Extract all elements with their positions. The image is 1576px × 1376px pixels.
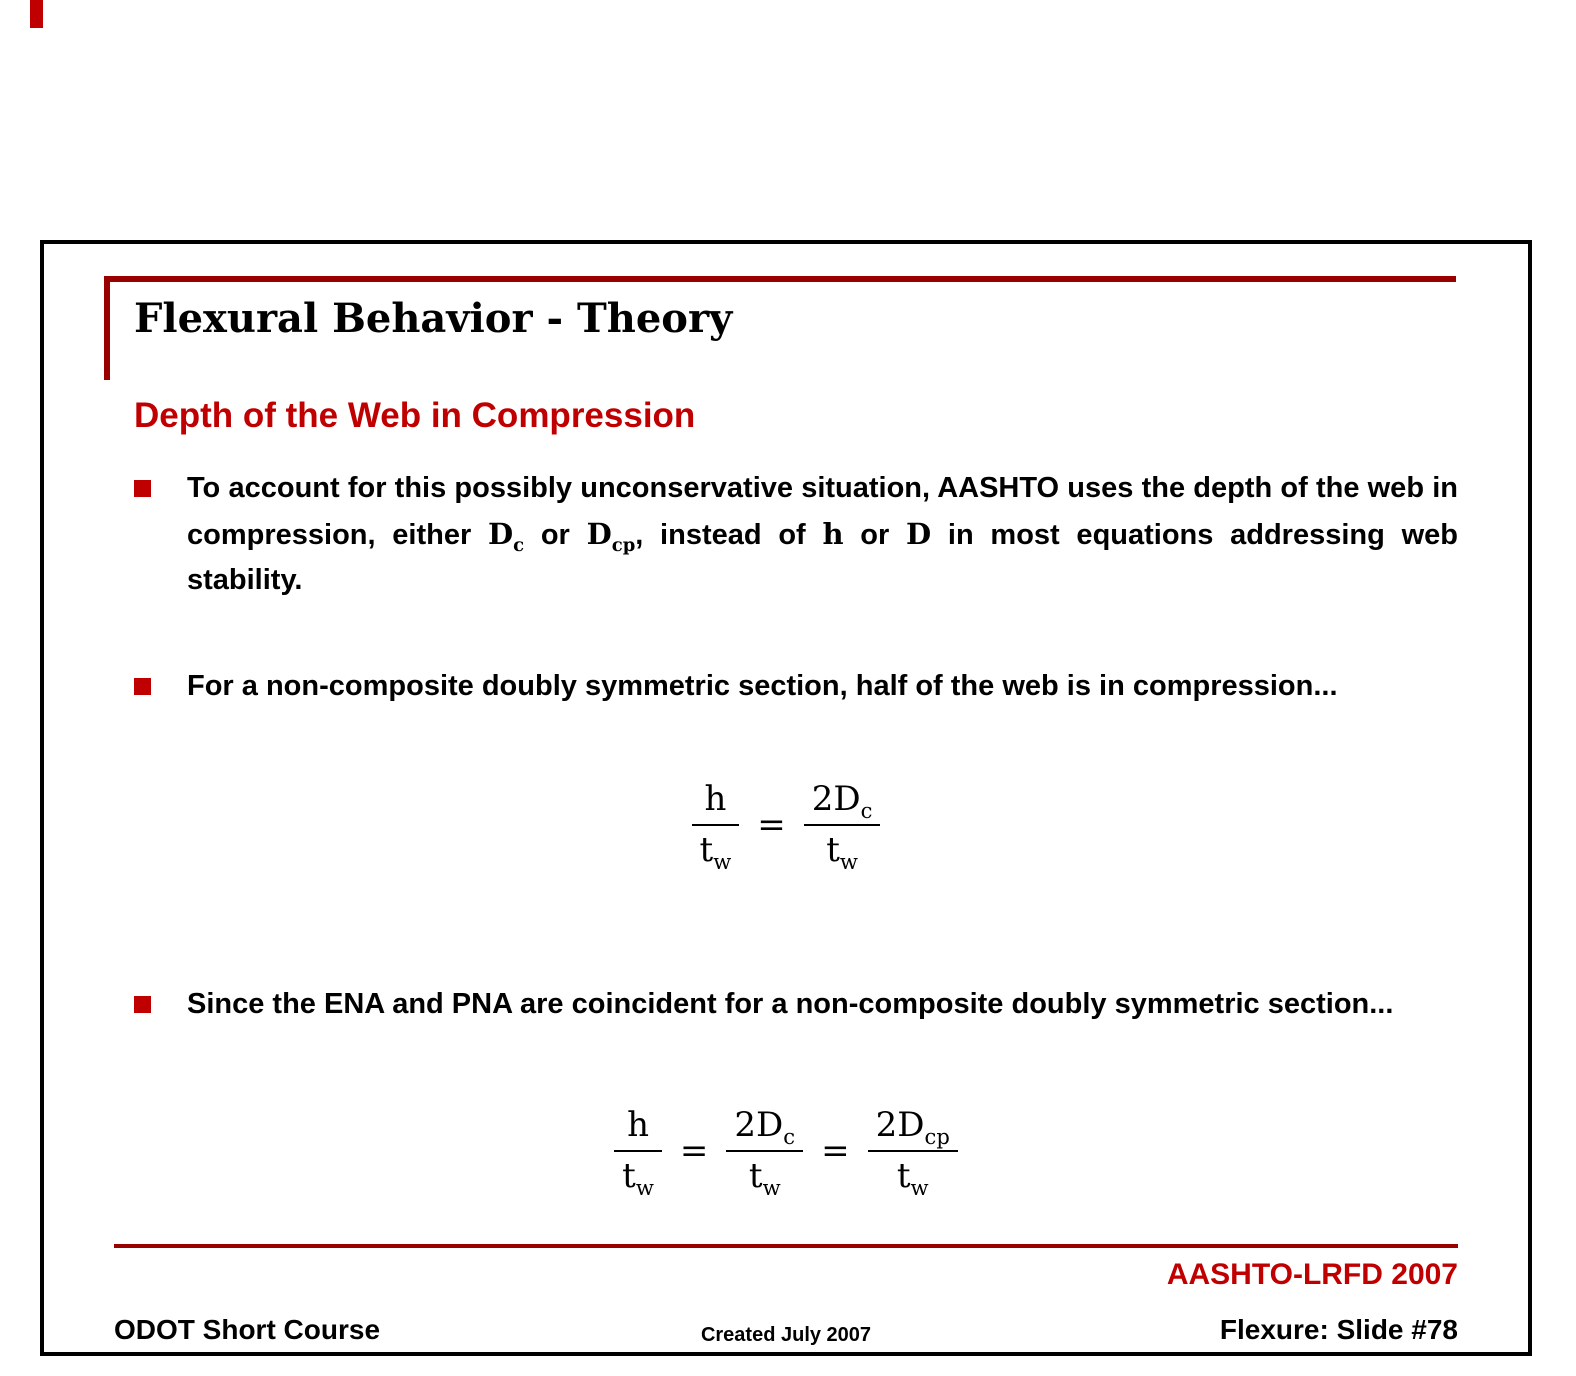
- text-segment: or: [524, 518, 587, 551]
- num-base: 2D: [811, 779, 861, 819]
- text-segment: in most equations addressing web stability.: [187, 518, 1458, 597]
- frac-numerator: h: [627, 1105, 649, 1145]
- section-heading: Depth of the Web in Compression: [134, 396, 696, 435]
- frac-denominator: [889, 1156, 937, 1200]
- bullet-item-3: [134, 982, 1458, 1028]
- bullet-1-text: [187, 466, 1458, 604]
- equation-1: [44, 779, 1528, 874]
- equals-sign: =: [679, 1131, 709, 1172]
- title-left-rule: [104, 276, 110, 380]
- footer-created-date: Created July 2007: [700, 1324, 872, 1346]
- fraction-bar: [868, 1150, 958, 1152]
- frac-numerator: h: [704, 779, 727, 819]
- corner-mark: [30, 0, 43, 28]
- fraction-bar: [692, 824, 740, 826]
- math-var-Dc: [488, 516, 525, 556]
- math-var-Dcp: [586, 516, 636, 556]
- frac-numerator: [804, 779, 881, 823]
- den-sub: w: [910, 1174, 929, 1200]
- footer-course-name: ODOT Short Course: [114, 1314, 381, 1345]
- text-segment: To account for this possibly unconservative situation, AASHTO uses the depth of the web in compression, either: [187, 472, 1458, 551]
- math-var-h: h: [822, 516, 844, 551]
- bullet-square-icon: [134, 480, 151, 497]
- footer-slide-number: Flexure: Slide #78: [1219, 1314, 1458, 1345]
- footer-rule: [114, 1244, 1458, 1248]
- frac-denominator: [692, 830, 740, 874]
- num-sub: c: [860, 797, 873, 823]
- math-sub: cp: [611, 534, 636, 556]
- frac-denominator: [818, 830, 866, 874]
- text-segment: , instead of: [635, 518, 823, 551]
- fraction-bar: [804, 824, 881, 826]
- den-base: t: [699, 830, 714, 871]
- den-base: t: [826, 830, 840, 871]
- equation-2: [44, 1105, 1528, 1200]
- fraction-bar: [726, 1150, 803, 1152]
- bullet-item-2: [134, 664, 1458, 710]
- math-base: D: [586, 516, 612, 551]
- num-sub: cp: [924, 1123, 950, 1149]
- slide-title: Flexural Behavior - Theory: [134, 295, 733, 342]
- slide-frame: [40, 240, 1532, 1356]
- frac-denominator: [614, 1156, 662, 1200]
- math-var-D: D: [906, 516, 932, 551]
- num-sub: c: [783, 1123, 796, 1149]
- fraction-2Dc-over-tw: [804, 779, 881, 874]
- equals-sign: =: [821, 1131, 850, 1172]
- math-base: D: [488, 516, 514, 551]
- num-base: 2D: [875, 1105, 925, 1145]
- fraction-2Dcp-over-tw: [868, 1105, 958, 1200]
- fraction-bar: [614, 1150, 662, 1152]
- den-sub: w: [635, 1174, 654, 1200]
- den-sub: w: [713, 848, 732, 874]
- num-base: 2D: [734, 1105, 784, 1145]
- bullet-3-text: Since the ENA and PNA are coincident for a non-composite doubly symmetric section...: [187, 988, 1394, 1020]
- fraction-h-over-tw: [692, 779, 740, 874]
- equals-sign: =: [757, 805, 786, 846]
- math-sub: c: [513, 534, 525, 556]
- den-base: t: [622, 1156, 636, 1197]
- text-segment: or: [843, 518, 907, 551]
- frac-denominator: [741, 1156, 789, 1200]
- fraction-2Dc-over-tw: [726, 1105, 803, 1200]
- bullet-2-text: For a non-composite doubly symmetric section, half of the web is in compression...: [187, 670, 1338, 702]
- fraction-h-over-tw: [614, 1105, 662, 1200]
- standard-reference: AASHTO-LRFD 2007: [1166, 1258, 1458, 1291]
- den-base: t: [896, 1156, 911, 1197]
- den-base: t: [748, 1156, 763, 1197]
- frac-numerator: [868, 1105, 958, 1149]
- bullet-item-1: [134, 466, 1458, 604]
- den-sub: w: [762, 1174, 781, 1200]
- bullet-square-icon: [134, 996, 151, 1013]
- bullet-square-icon: [134, 678, 151, 695]
- den-sub: w: [839, 848, 858, 874]
- title-top-rule: [104, 276, 1456, 282]
- frac-numerator: [726, 1105, 803, 1149]
